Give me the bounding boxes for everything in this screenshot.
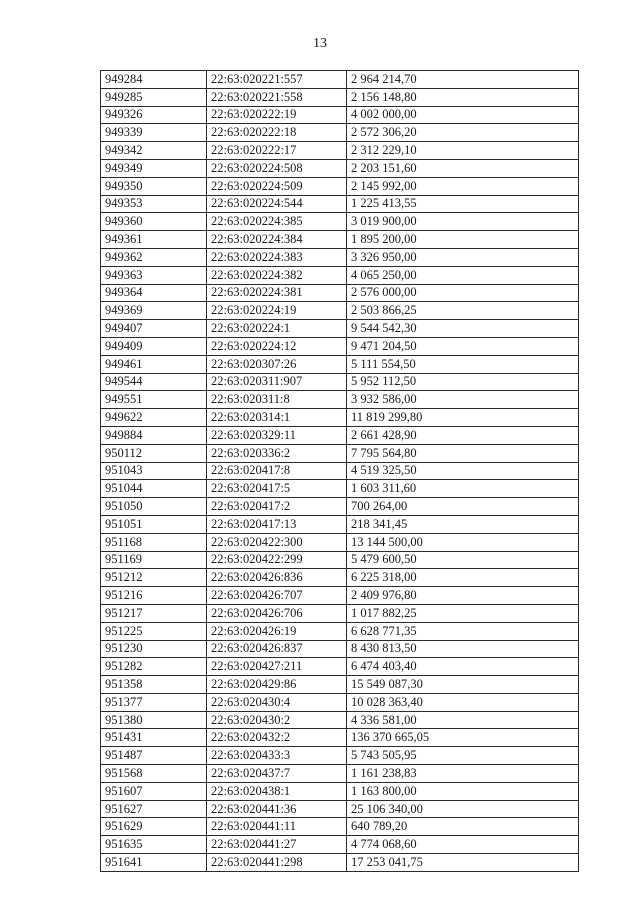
value-cell: 4 002 000,00	[347, 106, 579, 124]
value-cell: 13 144 500,00	[347, 533, 579, 551]
value-cell: 1 163 800,00	[347, 782, 579, 800]
value-cell: 5 952 112,50	[347, 373, 579, 391]
cadastral-number-cell: 22:63:020422:299	[207, 551, 347, 569]
record-number-cell: 949363	[101, 266, 207, 284]
table-row	[101, 551, 579, 569]
records-table	[100, 70, 579, 872]
cadastral-number-cell: 22:63:020417:2	[207, 498, 347, 516]
table-row	[101, 409, 579, 427]
record-number-cell: 951635	[101, 836, 207, 854]
cadastral-number-cell: 22:63:020329:11	[207, 426, 347, 444]
record-number-cell: 951641	[101, 854, 207, 872]
table-row	[101, 106, 579, 124]
value-cell: 6 474 403,40	[347, 658, 579, 676]
record-number-cell: 949339	[101, 124, 207, 142]
record-number-cell: 949364	[101, 284, 207, 302]
value-cell: 1 225 413,55	[347, 195, 579, 213]
record-number-cell: 951230	[101, 640, 207, 658]
value-cell: 2 964 214,70	[347, 71, 579, 89]
record-number-cell: 949360	[101, 213, 207, 231]
cadastral-number-cell: 22:63:020224:544	[207, 195, 347, 213]
table-row	[101, 426, 579, 444]
cadastral-number-cell: 22:63:020224:385	[207, 213, 347, 231]
cadastral-number-cell: 22:63:020426:707	[207, 587, 347, 605]
value-cell: 1 017 882,25	[347, 604, 579, 622]
record-number-cell: 949284	[101, 71, 207, 89]
table-row	[101, 480, 579, 498]
table-row	[101, 142, 579, 160]
record-number-cell: 951043	[101, 462, 207, 480]
cadastral-number-cell: 22:63:020314:1	[207, 409, 347, 427]
table-row	[101, 818, 579, 836]
value-cell: 7 795 564,80	[347, 444, 579, 462]
record-number-cell: 949326	[101, 106, 207, 124]
cadastral-number-cell: 22:63:020432:2	[207, 729, 347, 747]
value-cell: 2 576 000,00	[347, 284, 579, 302]
table-row	[101, 836, 579, 854]
value-cell: 5 479 600,50	[347, 551, 579, 569]
value-cell: 17 253 041,75	[347, 854, 579, 872]
record-number-cell: 951487	[101, 747, 207, 765]
cadastral-number-cell: 22:63:020222:17	[207, 142, 347, 160]
table-row	[101, 747, 579, 765]
value-cell: 3 932 586,00	[347, 391, 579, 409]
cadastral-number-cell: 22:63:020224:381	[207, 284, 347, 302]
value-cell: 4 336 581,00	[347, 711, 579, 729]
value-cell: 6 628 771,35	[347, 622, 579, 640]
cadastral-number-cell: 22:63:020430:2	[207, 711, 347, 729]
table-row	[101, 195, 579, 213]
value-cell: 2 409 976,80	[347, 587, 579, 605]
table-row	[101, 622, 579, 640]
value-cell: 700 264,00	[347, 498, 579, 516]
cadastral-number-cell: 22:63:020417:5	[207, 480, 347, 498]
cadastral-number-cell: 22:63:020430:4	[207, 693, 347, 711]
table-row	[101, 515, 579, 533]
table-row	[101, 711, 579, 729]
cadastral-number-cell: 22:63:020224:383	[207, 248, 347, 266]
record-number-cell: 949409	[101, 337, 207, 355]
value-cell: 4 065 250,00	[347, 266, 579, 284]
value-cell: 5 111 554,50	[347, 355, 579, 373]
cadastral-number-cell: 22:63:020224:384	[207, 231, 347, 249]
table-row	[101, 462, 579, 480]
cadastral-number-cell: 22:63:020224:382	[207, 266, 347, 284]
table-row	[101, 213, 579, 231]
value-cell: 1 161 238,83	[347, 765, 579, 783]
record-number-cell: 949369	[101, 302, 207, 320]
cadastral-number-cell: 22:63:020426:837	[207, 640, 347, 658]
record-number-cell: 949362	[101, 248, 207, 266]
table-row	[101, 124, 579, 142]
record-number-cell: 949342	[101, 142, 207, 160]
table-row	[101, 391, 579, 409]
table-row	[101, 88, 579, 106]
value-cell: 1 603 311,60	[347, 480, 579, 498]
cadastral-number-cell: 22:63:020437:7	[207, 765, 347, 783]
table-row	[101, 231, 579, 249]
record-number-cell: 951627	[101, 800, 207, 818]
value-cell: 4 774 068,60	[347, 836, 579, 854]
table-row	[101, 266, 579, 284]
table-row	[101, 569, 579, 587]
record-number-cell: 951168	[101, 533, 207, 551]
table-row	[101, 533, 579, 551]
cadastral-number-cell: 22:63:020311:8	[207, 391, 347, 409]
table-row	[101, 676, 579, 694]
value-cell: 2 203 151,60	[347, 159, 579, 177]
value-cell: 6 225 318,00	[347, 569, 579, 587]
table-row	[101, 587, 579, 605]
table-row	[101, 159, 579, 177]
cadastral-number-cell: 22:63:020224:508	[207, 159, 347, 177]
record-number-cell: 949461	[101, 355, 207, 373]
table-row	[101, 658, 579, 676]
value-cell: 3 019 900,00	[347, 213, 579, 231]
value-cell: 640 789,20	[347, 818, 579, 836]
value-cell: 1 895 200,00	[347, 231, 579, 249]
record-number-cell: 951568	[101, 765, 207, 783]
table-row	[101, 444, 579, 462]
value-cell: 2 145 992,00	[347, 177, 579, 195]
table-row	[101, 693, 579, 711]
value-cell: 2 572 306,20	[347, 124, 579, 142]
table-row	[101, 782, 579, 800]
table-row	[101, 284, 579, 302]
value-cell: 25 106 340,00	[347, 800, 579, 818]
table-row	[101, 604, 579, 622]
record-number-cell: 950112	[101, 444, 207, 462]
record-number-cell: 951225	[101, 622, 207, 640]
table-row	[101, 71, 579, 89]
record-number-cell: 951380	[101, 711, 207, 729]
cadastral-number-cell: 22:63:020336:2	[207, 444, 347, 462]
cadastral-number-cell: 22:63:020441:11	[207, 818, 347, 836]
cadastral-number-cell: 22:63:020441:36	[207, 800, 347, 818]
cadastral-number-cell: 22:63:020426:706	[207, 604, 347, 622]
table-row	[101, 320, 579, 338]
record-number-cell: 951607	[101, 782, 207, 800]
cadastral-number-cell: 22:63:020417:13	[207, 515, 347, 533]
value-cell: 2 503 866,25	[347, 302, 579, 320]
value-cell: 15 549 087,30	[347, 676, 579, 694]
value-cell: 2 661 428,90	[347, 426, 579, 444]
cadastral-number-cell: 22:63:020441:27	[207, 836, 347, 854]
table-row	[101, 337, 579, 355]
record-number-cell: 951044	[101, 480, 207, 498]
page-number: 13	[313, 36, 327, 51]
value-cell: 218 341,45	[347, 515, 579, 533]
cadastral-number-cell: 22:63:020224:12	[207, 337, 347, 355]
record-number-cell: 951377	[101, 693, 207, 711]
cadastral-number-cell: 22:63:020433:3	[207, 747, 347, 765]
table-row	[101, 373, 579, 391]
record-number-cell: 949353	[101, 195, 207, 213]
cadastral-number-cell: 22:63:020426:836	[207, 569, 347, 587]
cadastral-number-cell: 22:63:020224:1	[207, 320, 347, 338]
record-number-cell: 951282	[101, 658, 207, 676]
cadastral-number-cell: 22:63:020417:8	[207, 462, 347, 480]
cadastral-number-cell: 22:63:020441:298	[207, 854, 347, 872]
record-number-cell: 951431	[101, 729, 207, 747]
record-number-cell: 951212	[101, 569, 207, 587]
table-row	[101, 355, 579, 373]
value-cell: 10 028 363,40	[347, 693, 579, 711]
cadastral-number-cell: 22:63:020222:19	[207, 106, 347, 124]
value-cell: 8 430 813,50	[347, 640, 579, 658]
record-number-cell: 949349	[101, 159, 207, 177]
table-row	[101, 765, 579, 783]
value-cell: 136 370 665,05	[347, 729, 579, 747]
cadastral-number-cell: 22:63:020222:18	[207, 124, 347, 142]
record-number-cell: 951169	[101, 551, 207, 569]
record-number-cell: 949884	[101, 426, 207, 444]
records-table-body	[101, 71, 579, 872]
record-number-cell: 949361	[101, 231, 207, 249]
table-row	[101, 854, 579, 872]
table-row	[101, 800, 579, 818]
record-number-cell: 951050	[101, 498, 207, 516]
value-cell: 5 743 505,95	[347, 747, 579, 765]
record-number-cell: 951358	[101, 676, 207, 694]
value-cell: 4 519 325,50	[347, 462, 579, 480]
value-cell: 2 156 148,80	[347, 88, 579, 106]
table-row	[101, 248, 579, 266]
cadastral-number-cell: 22:63:020224:19	[207, 302, 347, 320]
cadastral-number-cell: 22:63:020221:558	[207, 88, 347, 106]
record-number-cell: 951629	[101, 818, 207, 836]
value-cell: 9 544 542,30	[347, 320, 579, 338]
value-cell: 9 471 204,50	[347, 337, 579, 355]
table-row	[101, 729, 579, 747]
record-number-cell: 951217	[101, 604, 207, 622]
record-number-cell: 949407	[101, 320, 207, 338]
table-row	[101, 302, 579, 320]
record-number-cell: 949622	[101, 409, 207, 427]
cadastral-number-cell: 22:63:020422:300	[207, 533, 347, 551]
record-number-cell: 949544	[101, 373, 207, 391]
record-number-cell: 949285	[101, 88, 207, 106]
cadastral-number-cell: 22:63:020427:211	[207, 658, 347, 676]
cadastral-number-cell: 22:63:020221:557	[207, 71, 347, 89]
record-number-cell: 949551	[101, 391, 207, 409]
table-row	[101, 498, 579, 516]
cadastral-number-cell: 22:63:020429:86	[207, 676, 347, 694]
cadastral-number-cell: 22:63:020307:26	[207, 355, 347, 373]
value-cell: 11 819 299,80	[347, 409, 579, 427]
cadastral-number-cell: 22:63:020438:1	[207, 782, 347, 800]
table-row	[101, 177, 579, 195]
record-number-cell: 951216	[101, 587, 207, 605]
cadastral-number-cell: 22:63:020311:907	[207, 373, 347, 391]
table-row	[101, 640, 579, 658]
value-cell: 3 326 950,00	[347, 248, 579, 266]
record-number-cell: 951051	[101, 515, 207, 533]
value-cell: 2 312 229,10	[347, 142, 579, 160]
record-number-cell: 949350	[101, 177, 207, 195]
cadastral-number-cell: 22:63:020426:19	[207, 622, 347, 640]
cadastral-number-cell: 22:63:020224:509	[207, 177, 347, 195]
